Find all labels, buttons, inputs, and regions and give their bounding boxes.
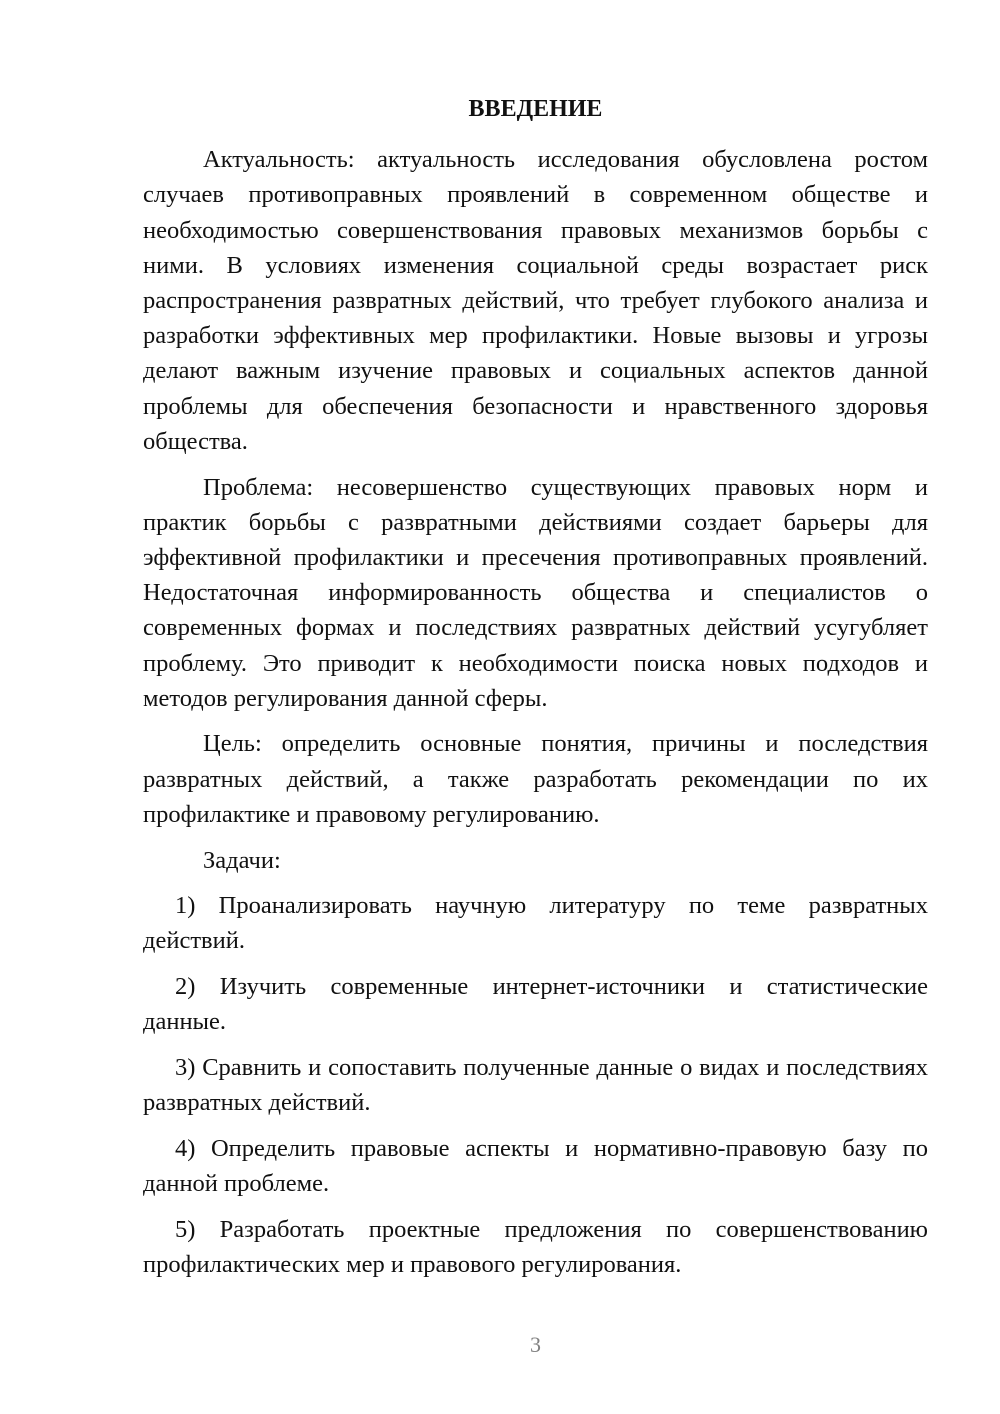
paragraph-line: распространения развратных действий, что требует глубокого анализа и [143, 287, 928, 315]
paragraph-line: эффективной профилактики и пресечения противоправных проявлений. [143, 543, 928, 571]
tasks-heading-text: Задачи: [203, 846, 281, 874]
paragraph-line: случаев противоправных проявлений в современном обществе и [143, 181, 928, 209]
paragraph-line: необходимостью совершенствования правовых механизмов борьбы с [143, 216, 928, 244]
task-item-5 [143, 1212, 928, 1282]
task-line: 3) Сравнить и сопоставить полученные данные о видах и последствиях [175, 1054, 928, 1082]
task-line: 4) Определить правовые аспекты и нормативно-правовую базу по [175, 1134, 928, 1162]
task-line: данной проблеме. [143, 1170, 330, 1198]
task-item-3 [143, 1050, 928, 1120]
paragraph-line: делают важным изучение правовых и социальных аспектов данной [143, 357, 928, 385]
page-title: ВВЕДЕНИЕ [468, 96, 603, 122]
paragraph-line: Цель: определить основные понятия, причины и последствия [203, 730, 928, 758]
paragraph-line: развратных действий, а также разработать рекомендации по их [143, 765, 928, 793]
paragraph-line: методов регулирования данной сферы. [143, 684, 548, 712]
document-body [143, 92, 928, 1282]
paragraph-line: Недостаточная информированность общества и специалистов о [143, 579, 928, 607]
paragraph-goal [143, 726, 928, 832]
task-line: 2) Изучить современные интернет-источники и статистические [175, 973, 928, 1001]
paragraph-line: проблему. Это приводит к необходимости поиска новых подходов и [143, 649, 928, 677]
task-item-1 [143, 888, 928, 958]
task-line: 1) Проанализировать научную литературу по теме развратных [175, 892, 928, 920]
tasks-heading [143, 843, 928, 878]
paragraph-line: общества. [143, 427, 248, 455]
paragraph-line: ними. В условиях изменения социальной среды возрастает риск [143, 251, 928, 279]
task-line: 5) Разработать проектные предложения по совершенствованию [175, 1215, 928, 1243]
paragraph-line: практик борьбы с развратными действиями создает барьеры для [143, 508, 928, 536]
task-item-4 [143, 1131, 928, 1201]
paragraph-problem [143, 470, 928, 716]
paragraph-line: профилактике и правовому регулированию. [143, 800, 600, 828]
paragraph-line: современных формах и последствиях развратных действий усугубляет [143, 614, 928, 642]
paragraph-line: проблемы для обеспечения безопасности и нравственного здоровья [143, 392, 928, 420]
paragraph-line: разработки эффективных мер профилактики. Новые вызовы и угрозы [143, 322, 928, 350]
task-line: развратных действий. [143, 1089, 371, 1117]
paragraph-line: Проблема: несовершенство существующих правовых норм и [203, 473, 928, 501]
page-number: 3 [530, 1332, 541, 1357]
task-line: данные. [143, 1008, 227, 1036]
paragraph-line: Актуальность: актуальность исследования обусловлена ростом [203, 146, 928, 174]
task-line: действий. [143, 927, 245, 955]
task-line: профилактических мер и правового регулирования. [143, 1251, 682, 1279]
paragraph-relevance [143, 142, 928, 459]
task-item-2 [143, 969, 928, 1039]
